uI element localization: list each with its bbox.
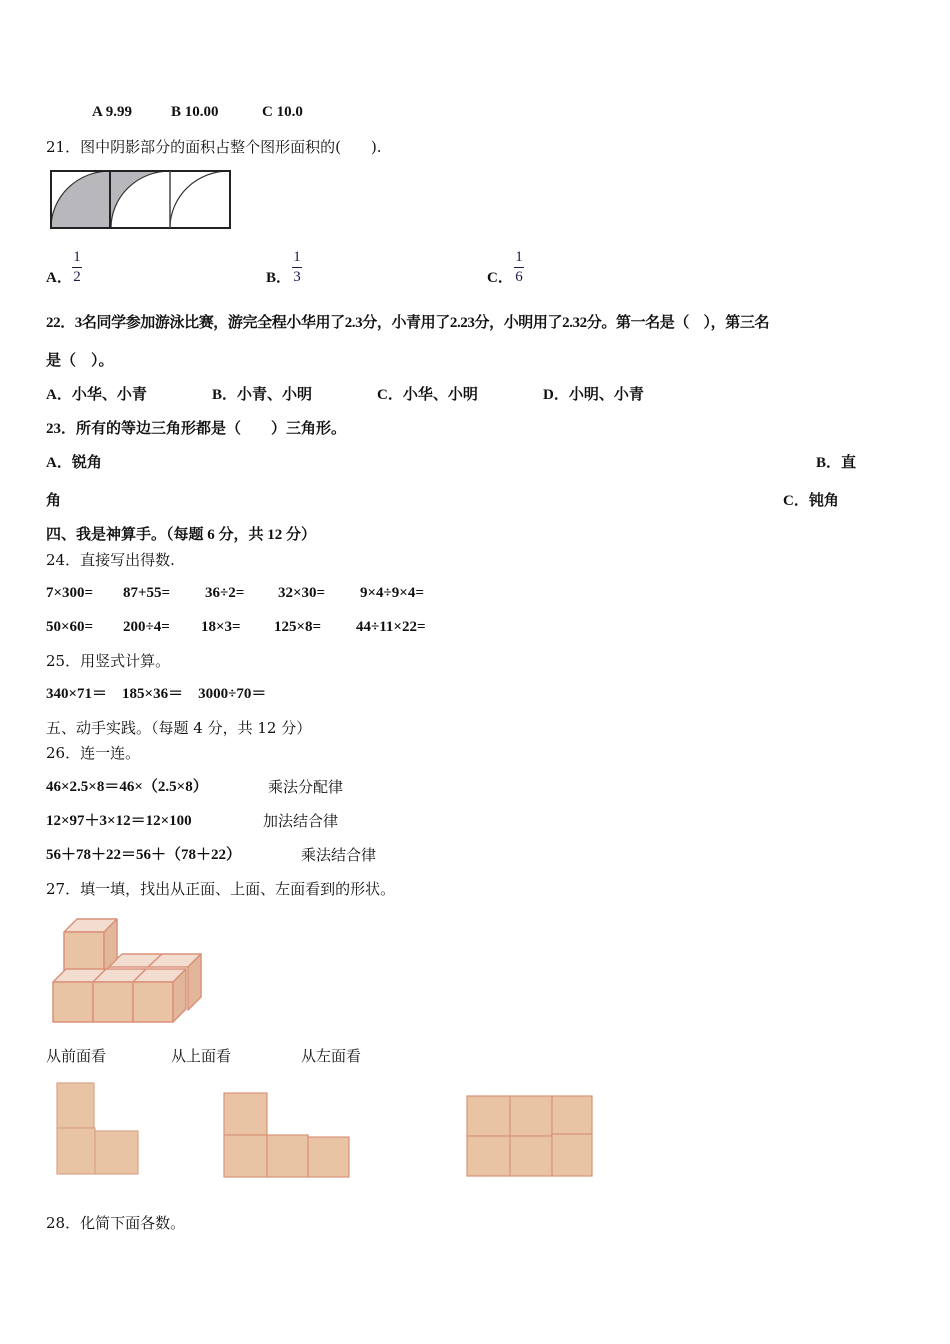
q21-option-c-label: C． — [487, 270, 513, 286]
denominator: 2 — [73, 269, 81, 285]
fraction-bar — [292, 267, 302, 268]
fraction-bar — [514, 267, 524, 268]
q27-label-left-view: 从左面看 — [301, 1047, 362, 1065]
q27-cube-stack-figure — [48, 912, 208, 1027]
numerator: 1 — [293, 249, 301, 265]
q24-r2-c3: 18×3= — [201, 619, 241, 635]
q25-stem: 25．用竖式计算。 — [46, 652, 171, 670]
q23-option-a: A．锐角 — [46, 455, 102, 471]
q27-front-view-shape — [56, 1082, 142, 1176]
q22-stem-line1: 22．3名同学参加游泳比赛，游完全程小华用了2.3分，小青用了2.23分，小明用了2.32分。第一名是（ ），第三名 — [46, 315, 770, 331]
numerator: 1 — [515, 249, 523, 265]
q22-option-b: B．小青、小明 — [212, 387, 313, 403]
q22-option-d: D．小明、小青 — [543, 387, 644, 403]
q21-option-b-label: B． — [266, 270, 292, 286]
q20-option-b: B 10.00 — [171, 104, 219, 120]
q26-stem: 26．连一连。 — [46, 744, 141, 762]
q21-figure-shaded-arcs — [50, 170, 232, 230]
q26-left-1: 46×2.5×8＝46×（2.5×8） — [46, 779, 208, 795]
q24-r1-c5: 9×4÷9×4= — [360, 585, 424, 601]
denominator: 3 — [293, 269, 301, 285]
q27-label-front-view: 从前面看 — [46, 1047, 107, 1065]
q20-option-a: A 9.99 — [92, 104, 133, 120]
q24-r2-c1: 50×60= — [46, 619, 94, 635]
q21-option-c-fraction — [514, 250, 524, 285]
q21-option-b-fraction — [292, 250, 302, 285]
section4-title: 四、我是神算手。（每题 6 分，共 12 分） — [46, 527, 317, 543]
q23-option-b-cont: 角 — [46, 493, 62, 509]
q21-option-a-fraction — [72, 250, 82, 285]
q24-r1-c3: 36÷2= — [205, 585, 245, 601]
q27-top-view-shape — [222, 1092, 352, 1180]
q22-option-a: A．小华、小青 — [46, 387, 147, 403]
q24-r1-c2: 87+55= — [123, 585, 171, 601]
fraction-bar — [72, 267, 82, 268]
q26-right-1: 乘法分配律 — [268, 778, 344, 796]
numerator: 1 — [73, 249, 81, 265]
q25-items: 340×71＝ 185×36＝ 3000÷70＝ — [46, 686, 267, 702]
q24-r2-c5: 44÷11×22= — [356, 619, 426, 635]
q23-stem: 23．所有的等边三角形都是（ ）三角形。 — [46, 421, 347, 437]
q23-option-b: B．直 — [816, 455, 857, 471]
q22-option-c: C．小华、小明 — [377, 387, 478, 403]
q24-r2-c4: 125×8= — [274, 619, 322, 635]
section5-title: 五、动手实践。（每题 4 分，共 12 分） — [46, 719, 312, 737]
q27-stem: 27．填一填，找出从正面、上面、左面看到的形状。 — [46, 880, 396, 898]
q20-option-c: C 10.0 — [262, 104, 303, 120]
q24-r1-c4: 32×30= — [278, 585, 326, 601]
q28-stem: 28．化简下面各数。 — [46, 1214, 186, 1232]
q26-right-3: 乘法结合律 — [301, 846, 377, 864]
q26-left-2: 12×97＋3×12＝12×100 — [46, 813, 192, 829]
q26-right-2: 加法结合律 — [263, 812, 339, 830]
denominator: 6 — [515, 269, 523, 285]
q23-option-c: C．钝角 — [783, 493, 839, 509]
q27-label-top-view: 从上面看 — [171, 1047, 232, 1065]
q21-option-a-label: A． — [46, 270, 72, 286]
q24-r1-c1: 7×300= — [46, 585, 94, 601]
q21-stem: 21．图中阴影部分的面积占整个图形面积的( ). — [46, 138, 382, 156]
q26-left-3: 56＋78＋22＝56＋（78＋22） — [46, 847, 242, 863]
q24-stem: 24．直接写出得数. — [46, 551, 175, 569]
q22-stem-line2: 是（ ）。 — [46, 353, 114, 369]
q27-left-view-shape — [466, 1095, 594, 1179]
q24-r2-c2: 200÷4= — [123, 619, 170, 635]
